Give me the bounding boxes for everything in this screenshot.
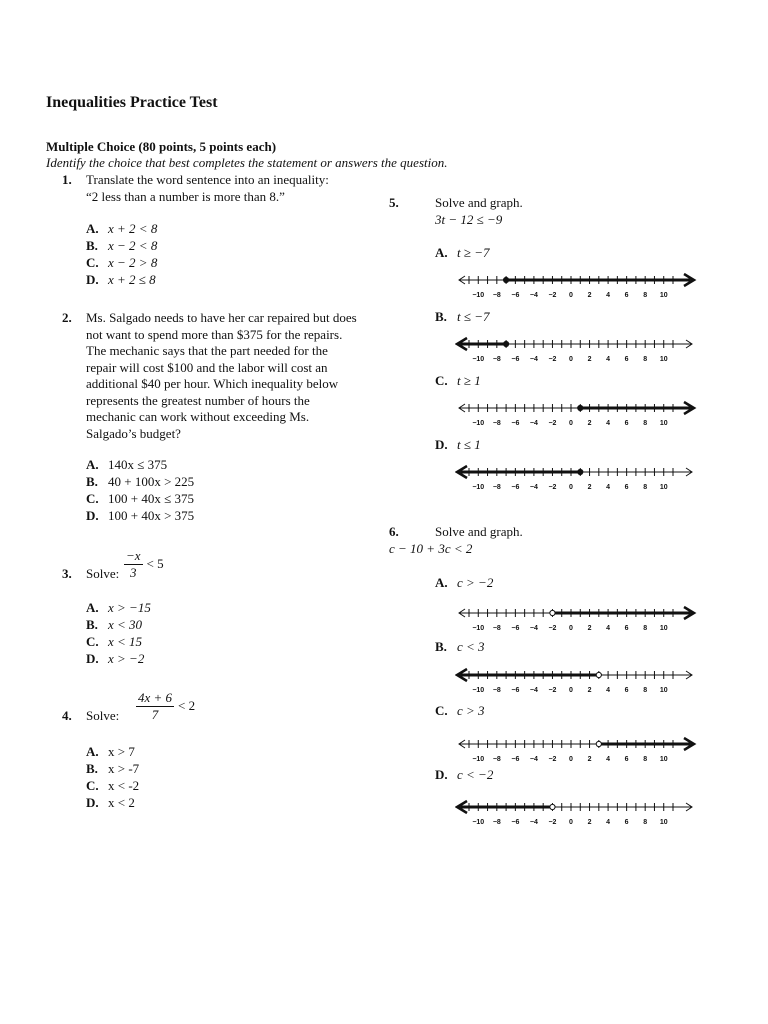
tick-label: 10 — [659, 687, 668, 694]
tick-label: −6 — [511, 756, 520, 763]
question-2-number: 2. — [62, 310, 72, 325]
tick-label: 2 — [587, 356, 592, 363]
tick-label: −10 — [472, 484, 485, 491]
choice-5a[interactable]: A. t ≥ −7 — [435, 245, 490, 260]
tick-label: −2 — [548, 819, 557, 826]
question-4-choices — [86, 743, 139, 811]
tick-label: 4 — [606, 292, 611, 299]
choice-6c[interactable]: C. c > 3 — [435, 703, 485, 718]
tick-label: 2 — [587, 625, 592, 632]
tick-label: −4 — [529, 625, 538, 632]
choice-4b[interactable]: B. x > -7 — [86, 761, 140, 776]
tick-label: 8 — [643, 687, 648, 694]
choice-5b[interactable]: B. t ≤ −7 — [435, 309, 490, 324]
tick-label: 0 — [569, 625, 573, 632]
tick-label: 10 — [659, 625, 668, 632]
question-3-number: 3. — [62, 566, 72, 581]
question-6-number: 6. — [389, 524, 399, 539]
closed-endpoint — [503, 341, 508, 346]
tick-label: 2 — [587, 420, 592, 427]
question-3-fraction: $\frac{-x}{3}$ — [126, 548, 141, 580]
open-endpoint — [550, 610, 555, 615]
number-line-6b — [455, 665, 700, 701]
tick-label: −4 — [529, 292, 538, 299]
choice-2b[interactable]: B. 40 + 100x > 225 — [86, 474, 195, 489]
choice-3d[interactable]: D. x > −2 — [86, 651, 145, 666]
question-1-line: “2 less than a number is more than 8.” — [86, 188, 285, 204]
instructions: Identify the choice that best completes the statement or answers the question. — [46, 155, 448, 170]
open-endpoint — [550, 804, 555, 809]
tick-label: 2 — [587, 756, 592, 763]
tick-label: 6 — [624, 687, 629, 694]
tick-label: 0 — [569, 292, 573, 299]
open-endpoint — [596, 672, 601, 677]
choice-3b[interactable]: B. x < 30 — [86, 617, 143, 632]
section-heading: Multiple Choice (80 points, 5 points each) — [46, 139, 277, 154]
tick-label: −10 — [472, 420, 485, 427]
tick-label: 4 — [606, 756, 611, 763]
question-4-fraction: $\frac{4x + 6}{7}$ — [138, 690, 173, 722]
tick-label: −10 — [472, 356, 485, 363]
tick-label: −8 — [492, 420, 501, 427]
tick-label: 8 — [643, 420, 648, 427]
choice-3a[interactable]: A. x > −15 — [86, 600, 151, 615]
question-2-line: The mechanic says that the part needed for the — [86, 343, 328, 358]
number-line-5d — [455, 462, 700, 498]
tick-label: 6 — [624, 356, 629, 363]
question-2-line: represents the greatest number of hours the — [86, 392, 310, 408]
choice-3c[interactable]: C. x < 15 — [86, 634, 143, 649]
number-line-5b — [455, 334, 700, 370]
tick-label: −2 — [548, 484, 557, 491]
question-5-expression: 3t − 12 ≤ −9 — [435, 212, 503, 227]
tick-label: 10 — [659, 292, 668, 299]
question-2-line: Salgado’s budget? — [86, 425, 181, 441]
tick-label: −2 — [548, 687, 557, 694]
tick-label: 10 — [659, 819, 668, 826]
tick-label: −8 — [492, 819, 501, 826]
choice-5c[interactable]: C. t ≥ 1 — [435, 373, 481, 388]
tick-label: −8 — [492, 292, 501, 299]
tick-label: 10 — [659, 756, 668, 763]
tick-label: 0 — [569, 420, 573, 427]
tick-label: 4 — [606, 819, 611, 826]
choice-6a[interactable]: A. c > −2 — [435, 575, 494, 590]
tick-label: 8 — [643, 356, 648, 363]
choice-1c[interactable]: C. x − 2 > 8 — [86, 255, 158, 270]
tick-label: −10 — [472, 756, 485, 763]
tick-label: −2 — [548, 756, 557, 763]
tick-label: 8 — [643, 292, 648, 299]
question-1-choices — [86, 220, 157, 288]
choice-6b[interactable]: B. c < 3 — [435, 639, 485, 654]
tick-label: −6 — [511, 819, 520, 826]
tick-label: −10 — [472, 625, 485, 632]
question-3-choices — [86, 599, 151, 667]
question-4-expression — [136, 690, 195, 723]
tick-label: −2 — [548, 420, 557, 427]
tick-label: −8 — [492, 356, 501, 363]
closed-endpoint — [503, 277, 508, 282]
tick-label: −10 — [472, 819, 485, 826]
tick-label: 10 — [659, 356, 668, 363]
tick-label: 8 — [643, 625, 648, 632]
tick-label: 2 — [587, 687, 592, 694]
question-4-label: Solve: — [86, 708, 120, 723]
tick-label: −8 — [492, 756, 501, 763]
tick-label: 8 — [643, 756, 648, 763]
tick-label: 4 — [606, 687, 611, 694]
tick-label: 0 — [569, 356, 573, 363]
tick-label: 10 — [659, 484, 668, 491]
closed-endpoint — [578, 469, 583, 474]
question-2-line: mechanic can work without exceeding Ms. — [86, 409, 310, 424]
tick-label: 8 — [643, 819, 648, 826]
tick-label: −6 — [511, 484, 520, 491]
tick-label: 4 — [606, 356, 611, 363]
tick-label: 4 — [606, 420, 611, 427]
tick-label: −6 — [511, 625, 520, 632]
question-6-expression: c − 10 + 3c < 2 — [389, 541, 473, 556]
tick-label: −10 — [472, 292, 485, 299]
question-3-label: Solve: — [86, 566, 120, 581]
tick-label: −6 — [511, 292, 520, 299]
open-endpoint — [596, 741, 601, 746]
tick-label: −6 — [511, 356, 520, 363]
question-5-number: 5. — [389, 195, 399, 210]
choice-6d[interactable]: D. c < −2 — [435, 767, 494, 782]
tick-label: 6 — [624, 420, 629, 427]
closed-endpoint — [578, 405, 583, 410]
choice-2c[interactable]: C. 100 + 40x ≤ 375 — [86, 491, 194, 506]
tick-label: −4 — [529, 756, 538, 763]
question-4-rhs: < 2 — [178, 698, 196, 714]
choice-1d[interactable]: D. x + 2 ≤ 8 — [86, 272, 156, 287]
number-line-6a — [455, 603, 700, 639]
tick-label: −8 — [492, 484, 501, 491]
tick-label: 4 — [606, 625, 611, 632]
page-title: Inequalities Practice Test — [46, 94, 218, 111]
question-2-choices — [86, 456, 194, 524]
tick-label: 2 — [587, 819, 592, 826]
tick-label: 6 — [624, 292, 629, 299]
question-2-line: additional $40 per hour. Which inequality below — [86, 376, 339, 391]
tick-label: 0 — [569, 819, 573, 826]
question-5-label: Solve and graph. — [435, 195, 523, 210]
question-2-text — [86, 310, 357, 442]
tick-label: 6 — [624, 756, 629, 763]
tick-label: 0 — [569, 484, 573, 491]
tick-label: −4 — [529, 819, 538, 826]
choice-2d[interactable]: D. 100 + 40x > 375 — [86, 508, 195, 523]
tick-label: −4 — [529, 420, 538, 427]
choice-1b[interactable]: B. x − 2 < 8 — [86, 238, 158, 253]
number-line-6c — [455, 734, 700, 770]
choice-5d[interactable]: D. t ≤ 1 — [435, 437, 481, 452]
tick-label: 6 — [624, 625, 629, 632]
question-3-expression — [124, 548, 164, 581]
question-6-label: Solve and graph. — [435, 524, 523, 539]
question-1-line: Translate the word sentence into an inequality: — [86, 172, 329, 187]
question-4-number: 4. — [62, 708, 72, 723]
question-3-rhs: < 5 — [146, 556, 164, 572]
tick-label: 2 — [587, 484, 592, 491]
question-2-line: Ms. Salgado needs to have her car repaired but does — [86, 310, 357, 325]
number-line-5c — [455, 398, 700, 434]
tick-label: 10 — [659, 420, 668, 427]
tick-label: −6 — [511, 420, 520, 427]
tick-label: 8 — [643, 484, 648, 491]
choice-1a[interactable]: A. x + 2 < 8 — [86, 221, 158, 236]
question-2-line: not want to spend more than $375 for the repairs. — [86, 326, 343, 342]
question-1-text — [86, 172, 329, 205]
tick-label: −4 — [529, 687, 538, 694]
tick-label: 0 — [569, 756, 573, 763]
question-2-line: repair will cost $100 and the labor will cost an — [86, 359, 328, 375]
tick-label: −4 — [529, 484, 538, 491]
tick-label: −4 — [529, 356, 538, 363]
tick-label: 2 — [587, 292, 592, 299]
tick-label: −2 — [548, 356, 557, 363]
choice-4d[interactable]: D. x < 2 — [86, 795, 135, 810]
tick-label: 4 — [606, 484, 611, 491]
number-line-6d — [455, 797, 700, 833]
tick-label: −6 — [511, 687, 520, 694]
choice-2a[interactable]: A. 140x ≤ 375 — [86, 457, 168, 472]
number-line-5a — [455, 270, 700, 306]
tick-label: 6 — [624, 484, 629, 491]
tick-label: 0 — [569, 687, 573, 694]
tick-label: −2 — [548, 292, 557, 299]
tick-label: −10 — [472, 687, 485, 694]
tick-label: 6 — [624, 819, 629, 826]
tick-label: −8 — [492, 687, 501, 694]
tick-label: −8 — [492, 625, 501, 632]
question-1-number: 1. — [62, 172, 72, 187]
tick-label: −2 — [548, 625, 557, 632]
choice-4a[interactable]: A. x > 7 — [86, 744, 135, 759]
choice-4c[interactable]: C. x < -2 — [86, 778, 140, 793]
